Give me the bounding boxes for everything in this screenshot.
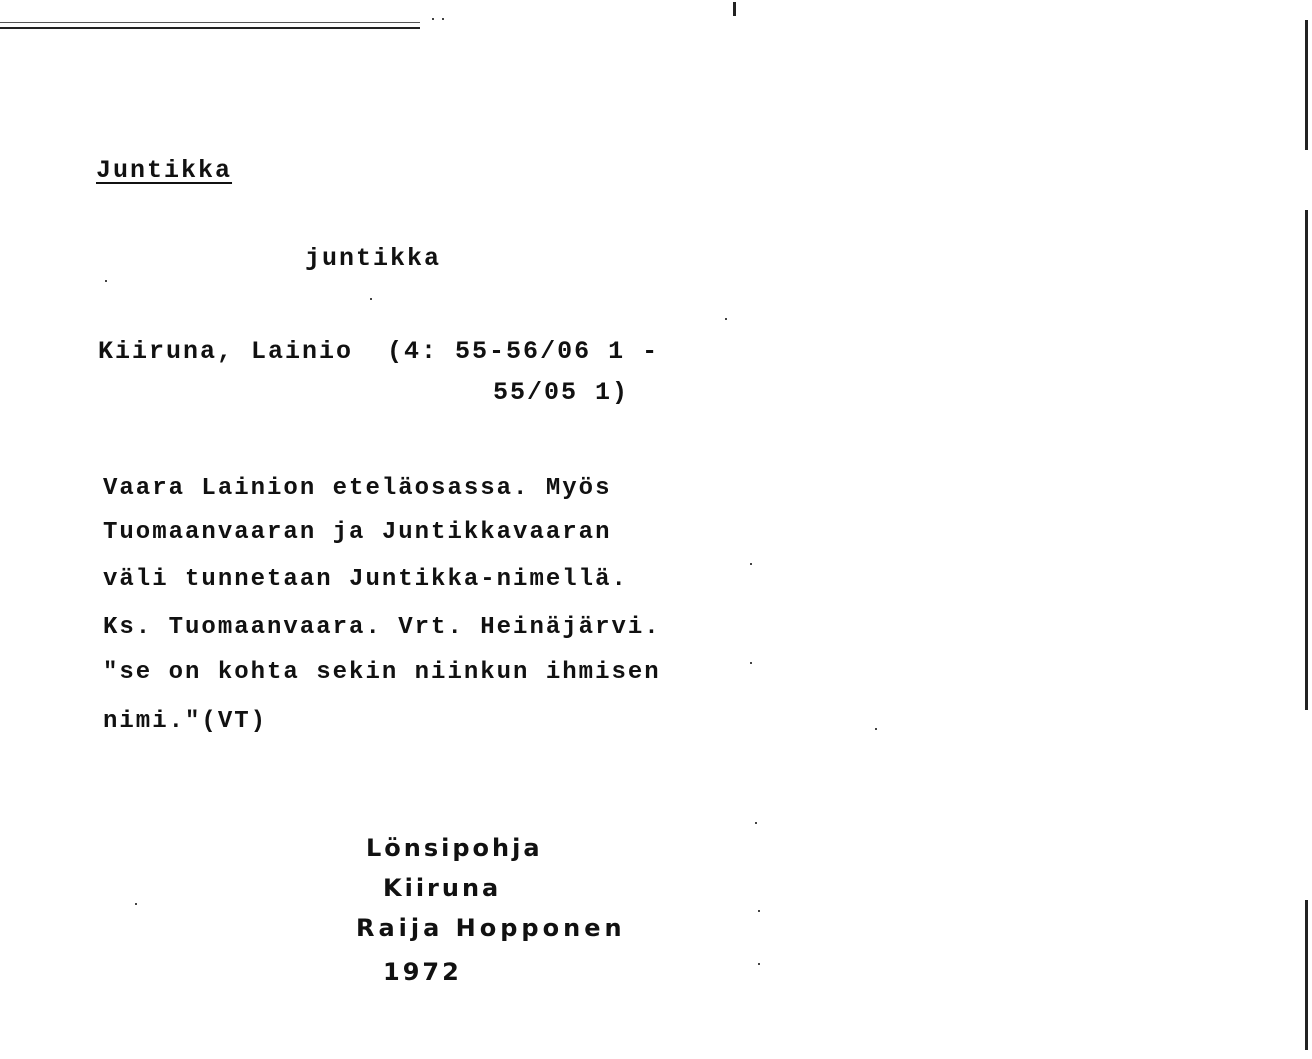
description-line: Ks. Tuomaanvaara. Vrt. Heinäjärvi. <box>103 614 661 641</box>
lemma: juntikka <box>305 244 442 273</box>
scan-speck <box>135 903 137 905</box>
scan-speck <box>432 18 434 20</box>
description-line: nimi."(VT) <box>103 708 268 735</box>
right-edge-mark <box>1305 20 1308 150</box>
location-line-1: Kiiruna, Lainio (4: 55-56/06 1 - <box>98 337 660 366</box>
right-edge-mark <box>1305 900 1308 1050</box>
scan-speck <box>442 18 444 20</box>
top-rule <box>0 27 420 29</box>
description-line: Tuomaanvaaran ja Juntikkavaaran <box>103 519 612 546</box>
scan-speck <box>750 563 752 565</box>
scan-speck <box>750 662 752 664</box>
top-rule-thin <box>0 22 420 23</box>
scan-speck <box>725 318 727 320</box>
stamp-parish: Kiiruna <box>383 874 502 902</box>
headword: Juntikka <box>96 156 233 185</box>
description-line: Vaara Lainion eteläosassa. Myös <box>103 475 612 502</box>
right-edge-mark <box>1305 210 1308 710</box>
location-line-2: 55/05 1) <box>493 378 630 407</box>
description-line: väli tunnetaan Juntikka-nimellä. <box>103 566 628 593</box>
scan-speck <box>758 963 760 965</box>
scan-speck <box>875 728 877 730</box>
scan-speck <box>758 910 760 912</box>
stamp-year: 1972 <box>383 958 462 986</box>
description-line: "se on kohta sekin niinkun ihmisen <box>103 659 661 686</box>
scan-speck <box>755 822 757 824</box>
top-tick-mark <box>733 2 736 16</box>
scan-speck <box>105 280 107 282</box>
stamp-region: Lönsipohja <box>366 834 543 862</box>
stamp-collector: Raija Hopponen <box>356 914 626 942</box>
scan-speck <box>370 298 372 300</box>
